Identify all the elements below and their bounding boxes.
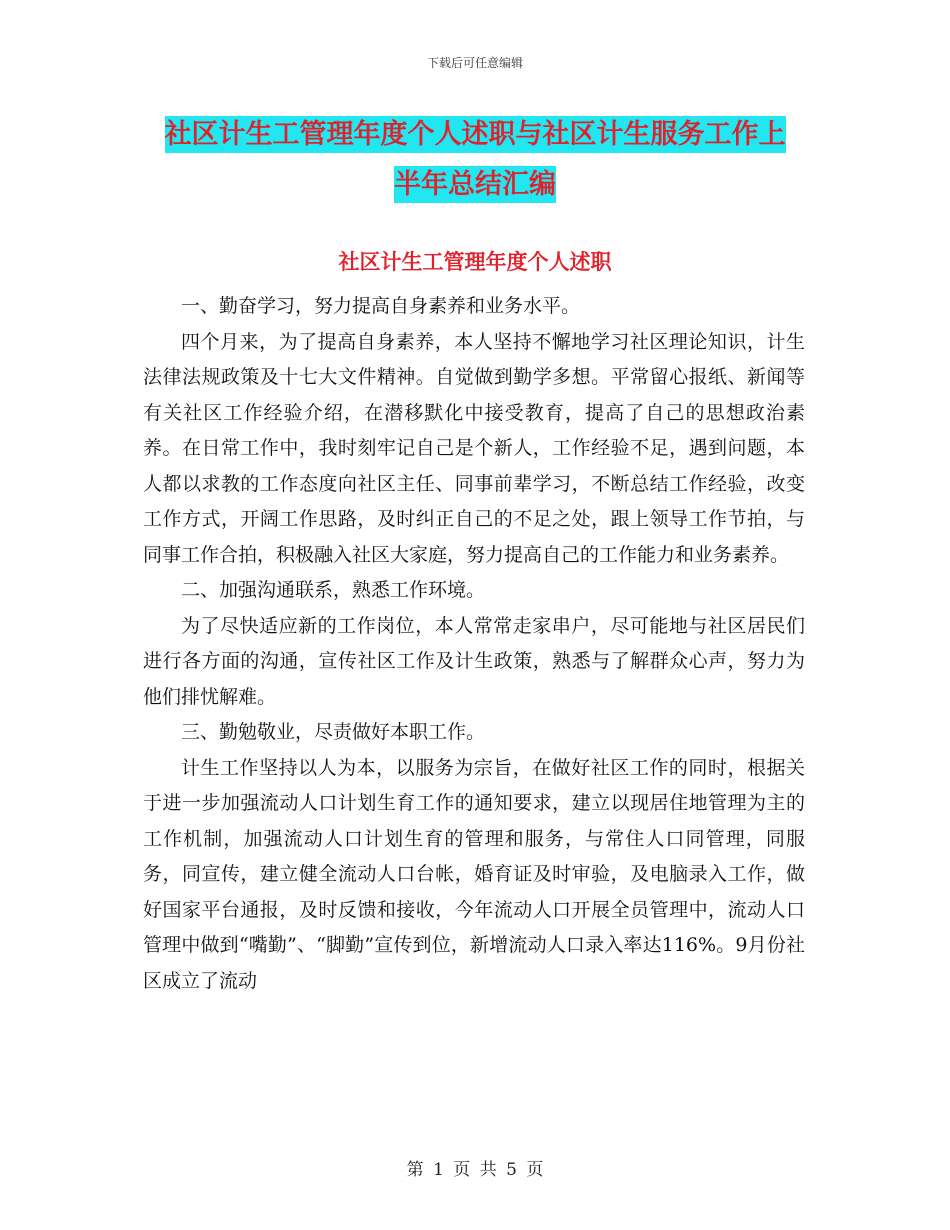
paragraph: 为了尽快适应新的工作岗位，本人常常走家串户，尽可能地与社区居民们进行各方面的沟通，宣传社区工作及计生政策，熟悉与了解群众心声，努力为他们排忧解难。 bbox=[143, 614, 805, 708]
section-title: 社区计生工管理年度个人述职 bbox=[338, 250, 612, 274]
paragraph: 计生工作坚持以人为本，以服务为宗旨，在做好社区工作的同时，根据关于进一步加强流动人口计划生育工作的通知要求，建立以现居住地管理为主的工作机制，加强流动人口计划生育的管理和服务，与常住人口同管理，同服务，同宣传，建立健全流动人口台帐，婚育证及时审验，及电脑录入工作，做好国家平台通报，及时反馈和接收，今年流动人口开展全员管理中，流动人口管理中做到“嘴勤”、“脚勤”宣传到位，新增流动人口录入率达116%。9月份社区成立了流动 bbox=[143, 756, 805, 992]
paragraph-heading-2: 二、加强沟通联系，熟悉工作环境。 bbox=[181, 579, 486, 601]
header-note: 下载后可任意编辑 bbox=[426, 56, 523, 70]
paragraph-heading-1: 一、勤奋学习，努力提高自身素养和业务水平。 bbox=[181, 295, 581, 317]
document-title bbox=[145, 110, 805, 210]
paragraph-heading-3: 三、勤勉敬业，尽责做好本职工作。 bbox=[181, 721, 486, 743]
document-title-line-1: 社区计生工管理年度个人述职与社区计生服务工作上 bbox=[165, 116, 786, 153]
paragraph: 四个月来，为了提高自身素养，本人坚持不懈地学习社区理论知识，计生法律法规政策及十七大文件精神。自觉做到勤学多想。平常留心报纸、新闻等有关社区工作经验介绍，在潜移默化中接受教育，提高了自己的思想政治素养。在日常工作中，我时刻牢记自己是个新人，工作经验不足，遇到问题，本人都以求教的工作态度向社区主任、同事前辈学习，不断总结工作经验，改变工作方式，开阔工作思路，及时纠正自己的不足之处，跟上领导工作节拍，与同事工作合拍，积极融入社区大家庭，努力提高自己的工作能力和业务素养。 bbox=[143, 330, 805, 566]
document-title-line-2: 半年总结汇编 bbox=[394, 166, 556, 203]
page-number: 第 1 页 共 5 页 bbox=[406, 1160, 544, 1180]
body-text bbox=[143, 289, 805, 999]
